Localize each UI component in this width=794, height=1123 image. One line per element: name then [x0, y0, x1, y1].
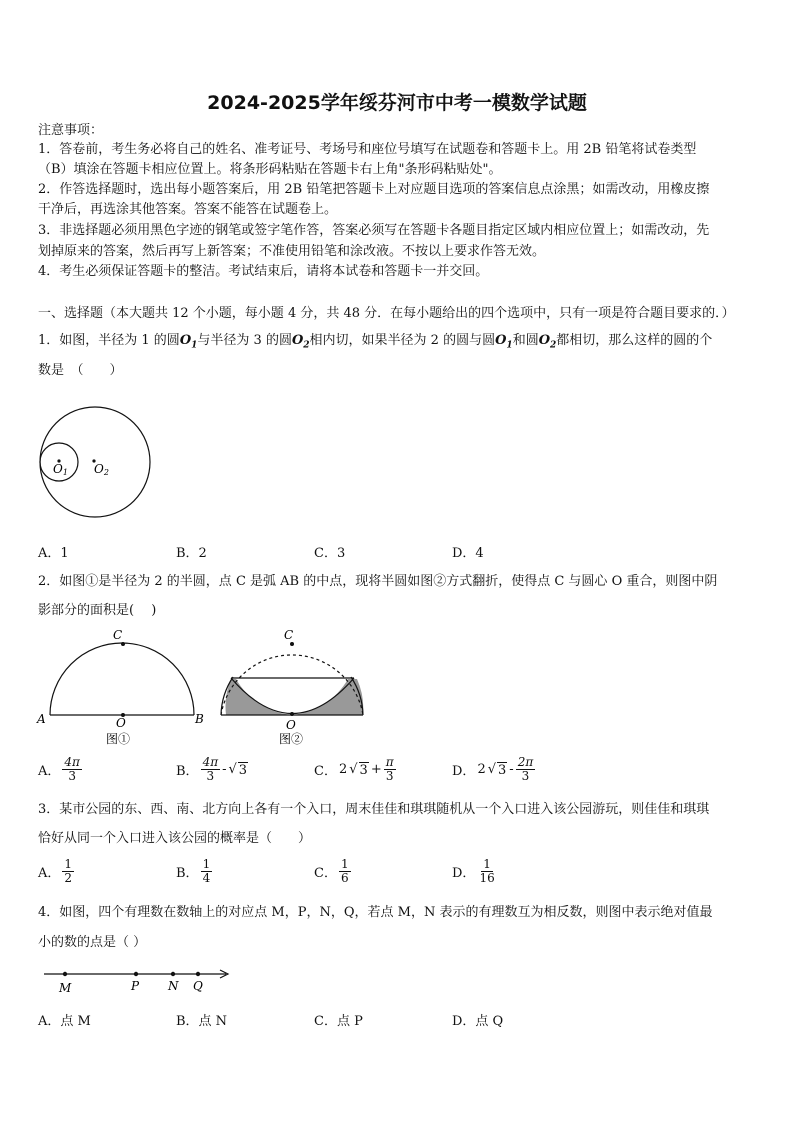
q3-option-d: D． $\frac{1}{16}$	[452, 857, 495, 885]
notice-line: 1．答卷前，考生务必将自己的姓名、准考证号、考场号和座位号填写在试题卷和答题卡上。用 2B 铅笔将试卷类型	[38, 142, 697, 157]
fraction: $\frac{4\pi}{3}$	[202, 755, 219, 783]
question-1-line-2: 数是 （ ）	[38, 363, 123, 378]
question-1-line-1: 1．如图，半径为 1 的圆$O_1$与半径为 3 的圆$O_2$相内切，如果半径为 2 的圆与圆$O_1$和圆$O_2$都相切，那么这样的圆的个	[38, 333, 713, 351]
fraction: $\frac{1}{2}$	[64, 857, 73, 885]
label-c: C	[284, 628, 294, 642]
q4-option-c: C．点 P	[314, 1014, 363, 1029]
notice-line: 2．作答选择题时，选出每小题答案后，用 2B 铅笔把答题卡上对应题目选项的答案信息点涂黑；如需改动，用橡皮擦	[38, 182, 710, 197]
q2-option-c: C． 2 √ 3 + $\frac{\pi}{3}$	[314, 755, 394, 783]
fraction: $\frac{4\pi}{3}$	[64, 755, 80, 783]
label-a: A	[37, 712, 46, 726]
notice-line: 划掉原来的答案，然后再写上新答案；不准使用铅笔和涂改液。不按以上要求作答无效。	[38, 244, 546, 259]
section-heading: 一、选择题（本大题共 12 个小题，每小题 4 分，共 48 分．在每小题给出的四个选项中，只有一项是符合题目要求的．）	[38, 306, 735, 321]
label-o: O	[286, 718, 296, 732]
figure-1-caption: 图①	[106, 732, 131, 746]
figure-2-caption: 图②	[279, 732, 304, 746]
fraction: $\frac{2\pi}{3}$	[517, 755, 534, 783]
q4-option-b: B．点 N	[176, 1014, 228, 1029]
label-o2: O2	[94, 462, 109, 477]
label-p: P	[131, 979, 140, 993]
fraction: $\frac{1}{4}$	[202, 857, 211, 885]
point-m	[63, 972, 67, 976]
semicircle-arc	[50, 643, 194, 715]
label-n: N	[168, 979, 179, 993]
q1-option-c: C．3	[314, 546, 346, 561]
point-n	[171, 972, 175, 976]
label-b: B	[195, 712, 204, 726]
notice-line: 3．非选择题必须用黑色字迹的钢笔或签字笔作答，答案必须写在答题卡各题目指定区域内相应位置上；如需改动，先	[38, 223, 710, 238]
q4-option-a: A．点 M	[38, 1014, 91, 1029]
q2-option-b: B． $\frac{4\pi}{3}$ - √ 3	[176, 755, 248, 783]
notice-line: 干净后，再选涂其他答案。答案不能答在试题卷上。	[38, 202, 338, 217]
q1-option-b: B．2	[176, 546, 207, 561]
notice-line: 4．考生必须保证答题卡的整洁。考试结束后，请将本试卷和答题卡一并交回。	[38, 264, 489, 279]
label-o1: O1	[53, 462, 68, 477]
question-3-line-1: 3．某市公园的东、西、南、北方向上各有一个入口，周末佳佳和琪琪随机从一个入口进入该公园游玩，则佳佳和琪琪	[38, 802, 710, 817]
page-title: 2024-2025学年绥芬河市中考一模数学试题	[207, 92, 587, 114]
label-q: Q	[193, 979, 203, 993]
notice-line: （B）填涂在答题卡相应位置上。将条形码粘贴在答题卡右上角"条形码粘贴处"。	[38, 162, 502, 177]
q2-option-a: A． $\frac{4\pi}{3}$	[38, 755, 80, 783]
q3-option-b: B． $\frac{1}{4}$	[176, 857, 211, 885]
question-2-figure-1	[34, 624, 214, 750]
q4-option-d: D．点 Q	[452, 1014, 504, 1029]
question-4-line-2: 小的数的点是（ ）	[38, 935, 147, 950]
question-4-line-1: 4．如图，四个有理数在数轴上的对应点 M，P，N，Q，若点 M，N 表示的有理数互为相反数，则图中表示绝对值最	[38, 905, 713, 920]
fraction: $\frac{\pi}{3}$	[385, 755, 394, 783]
fraction: $\frac{1}{6}$	[340, 857, 349, 885]
question-1-figure	[30, 405, 160, 525]
point-c	[290, 642, 294, 646]
fraction: $\frac{1}{16}$	[479, 857, 495, 885]
notice-heading: 注意事项：	[38, 123, 104, 138]
q1-option-a: A．1	[38, 546, 69, 561]
question-3-line-2: 恰好从同一个入口进入该公园的概率是（ ）	[38, 831, 312, 846]
point-p	[134, 972, 138, 976]
number-line-figure	[40, 962, 240, 998]
label-m: M	[59, 981, 72, 995]
label-o: O	[116, 716, 126, 730]
q2-option-d: D． 2 √ 3 - $\frac{2\pi}{3}$	[452, 755, 534, 783]
point-c	[121, 642, 125, 646]
q3-option-c: C． $\frac{1}{6}$	[314, 857, 349, 885]
point-q	[196, 972, 200, 976]
question-2-figure-2	[216, 624, 376, 750]
q3-option-a: A． $\frac{1}{2}$	[38, 857, 73, 885]
q1-option-d: D．4	[452, 546, 484, 561]
label-c: C	[113, 628, 123, 642]
question-2-line-1: 2．如图①是半径为 2 的半圆，点 C 是弧 AB 的中点，现将半圆如图②方式翻折，使得点 C 与圆心 O 重合，则图中阴	[38, 574, 718, 589]
point-o	[290, 712, 294, 716]
question-2-line-2: 影部分的面积是( )	[38, 603, 157, 618]
